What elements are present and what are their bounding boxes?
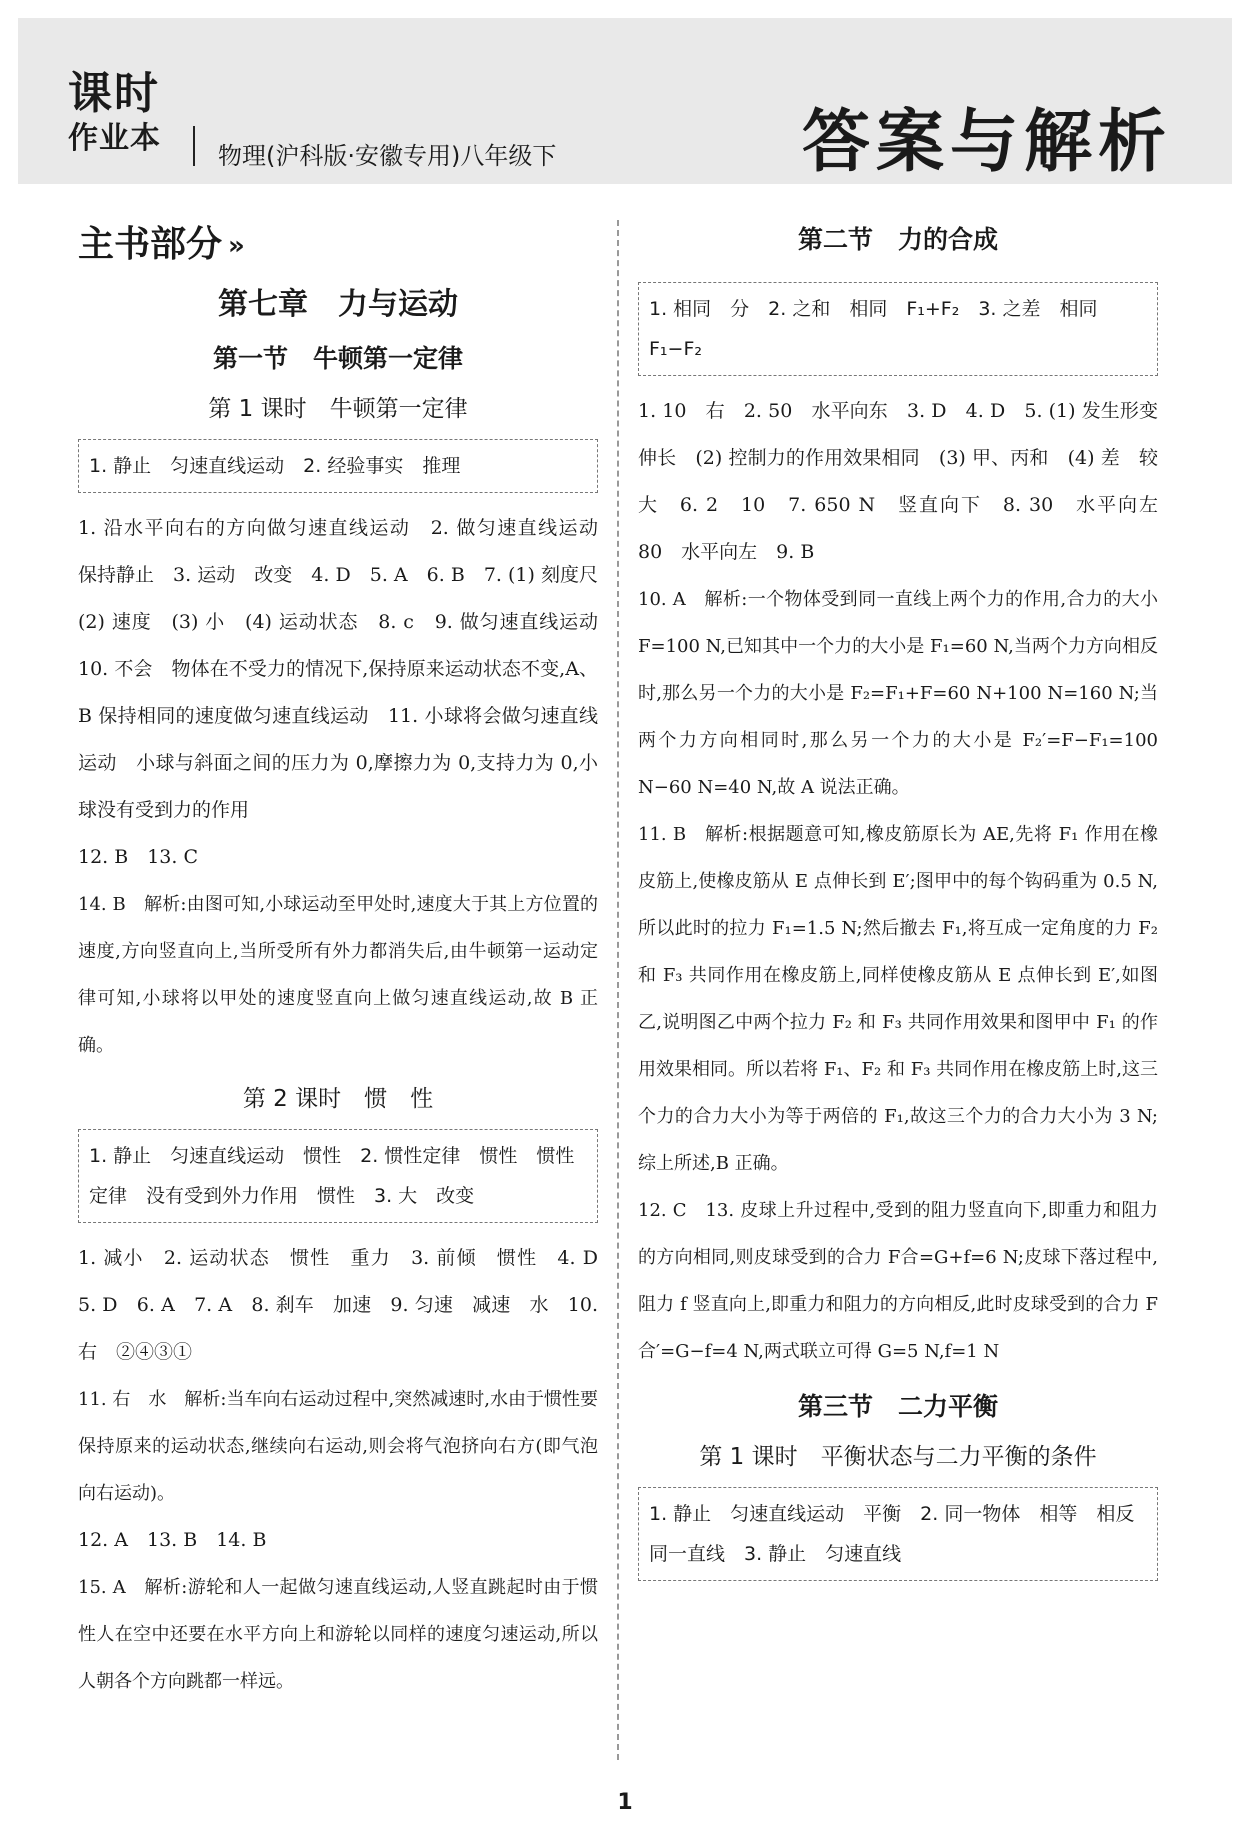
double-chevron-icon: » — [228, 231, 245, 261]
key-points-box-1: 1. 静止 匀速直线运动 2. 经验事实 推理 — [78, 439, 598, 493]
answer-explanation-13: 12. C 13. 皮球上升过程中,受到的阻力竖直向下,即重力和阻力的方向相同,则皮球受到的合力 F合=G+f=6 N;皮球下落过程中,阻力 f 竖直向上,即重力和阻力的方向相反,此时皮球受到的合力 F合′=G−f=4 N,两式联立可得 G=5 N,f=1 N — [638, 1200, 1158, 1362]
section-title-2: 第二节 力的合成 — [797, 225, 998, 254]
key-points-box-2: 1. 静止 匀速直线运动 惯性 2. 惯性定律 惯性 惯性定律 没有受到外力作用 惯性 3. 大 改变 — [78, 1129, 598, 1223]
key-points-box-4: 1. 静止 匀速直线运动 平衡 2. 同一物体 相等 相反 同一直线 3. 静止 匀速直线 — [638, 1487, 1158, 1581]
answer-explanation-15: 15. A 解析:游轮和人一起做匀速直线运动,人竖直跳起时由于惯性人在空中还要在水平方向上和游轮以同样的速度匀速运动,所以人朝各个方向跳都一样远。 — [78, 1577, 598, 1692]
answers-3: 1. 减小 2. 运动状态 惯性 重力 3. 前倾 惯性 4. D 5. D 6. A 7. A 8. 刹车 加速 9. 匀速 减速 水 10. 右 ②④③① — [78, 1247, 618, 1363]
answers-2: 12. B 13. C — [78, 846, 199, 868]
lesson-title-1: 第 1 课时 牛顿第一定律 — [208, 396, 468, 422]
section-heading-text: 主书部分 — [78, 224, 223, 265]
answer-explanation-14: 14. B 解析:由图可知,小球运动至甲处时,速度大于其上方位置的速度,方向竖直向上,当所受所有外力都消失后,由牛顿第一运动定律可知,小球将以甲处的速度竖直向上做匀速直线运动,故 B 正确。 — [78, 894, 598, 1056]
logo-top-text: 课时 — [68, 68, 160, 119]
book-logo — [68, 70, 188, 180]
answers-5: 1. 10 右 2. 50 水平向东 3. D 4. D 5. (1) 发生形变 伸长 (2) 控制力的作用效果相同 (3) 甲、丙和 (4) 差 较大 6. 2 10 7. 650 N 竖直向下 8. 30 水平向左 80 水平向左 9. B — [638, 400, 1178, 563]
logo-bottom-text: 作业本 — [68, 121, 161, 156]
chapter-title: 第七章 力与运动 — [218, 287, 458, 322]
column-divider — [617, 220, 619, 1760]
answer-explanation-10: 10. A 解析:一个物体受到同一直线上两个力的作用,合力的大小 F=100 N,已知其中一个力的大小是 F₁=60 N,当两个力方向相反时,那么另一个力的大小是 F₂=F₁+F=60 N+100 N=160 N;当两个力方向相同时,那么另一个力的大小是 F₂′=F−F₁=100 N−60 N=40 N,故 A 说法正确。 — [638, 589, 1158, 798]
right-column — [638, 220, 1178, 1581]
key-points-box-3: 1. 相同 分 2. 之和 相同 F₁+F₂ 3. 之差 相同 F₁−F₂ — [638, 282, 1158, 376]
header-divider — [193, 126, 195, 166]
answers-1: 1. 沿水平向右的方向做匀速直线运动 2. 做匀速直线运动 保持静止 3. 运动 改变 4. D 5. A 6. B 7. (1) 刻度尺 (2) 速度 (3) 小 (4) 运动状态 8. c 9. 做匀速直线运动 10. 不会 物体在不受力的情况下,保持原来运动状态不变,A、B 保持相同的速度做匀速直线运动 11. 小球将会做匀速直线运动 小球与斜面之间的压力为 0,摩擦力为 0,支持力为 0,小球没有受到力的作用 — [78, 517, 618, 821]
subject-line: 物理(沪科版·安徽专用)八年级下 — [218, 142, 557, 170]
page-number: 1 — [617, 1790, 633, 1815]
page-title: 答案与解析 — [801, 103, 1172, 182]
lesson-title-3: 第 1 课时 平衡状态与二力平衡的条件 — [699, 1444, 1097, 1470]
answer-explanation-11b: 11. B 解析:根据题意可知,橡皮筋原长为 AE,先将 F₁ 作用在橡皮筋上,使橡皮筋从 E 点伸长到 E′;图甲中的每个钩码重为 0.5 N,所以此时的拉力 F₁=1.5 N;然后撤去 F₁,将互成一定角度的力 F₂ 和 F₃ 共同作用在橡皮筋上,同样使橡皮筋从 E 点伸长到 E′,如图乙,说明图乙中两个拉力 F₂ 和 F₃ 共同作用效果和图甲中 F₁ 的作用效果相同。所以若将 F₁、F₂ 和 F₃ 共同作用在橡皮筋上时,这三个力的合力大小为等于两倍的 F₁,故这三个力的合力大小为 3 N;综上所述,B 正确。 — [638, 824, 1158, 1174]
section-heading — [78, 220, 598, 271]
header-banner — [18, 18, 1232, 184]
section-title-3: 第三节 二力平衡 — [797, 1392, 998, 1421]
left-column — [78, 220, 618, 1705]
answer-explanation-11: 11. 右 水 解析:当车向右运动过程中,突然减速时,水由于惯性要保持原来的运动状态,继续向右运动,则会将气泡挤向右方(即气泡向右运动)。 — [78, 1389, 598, 1504]
section-title-1: 第一节 牛顿第一定律 — [212, 344, 463, 373]
lesson-title-2: 第 2 课时 惯 性 — [242, 1086, 434, 1112]
answers-4: 12. A 13. B 14. B — [78, 1529, 267, 1551]
